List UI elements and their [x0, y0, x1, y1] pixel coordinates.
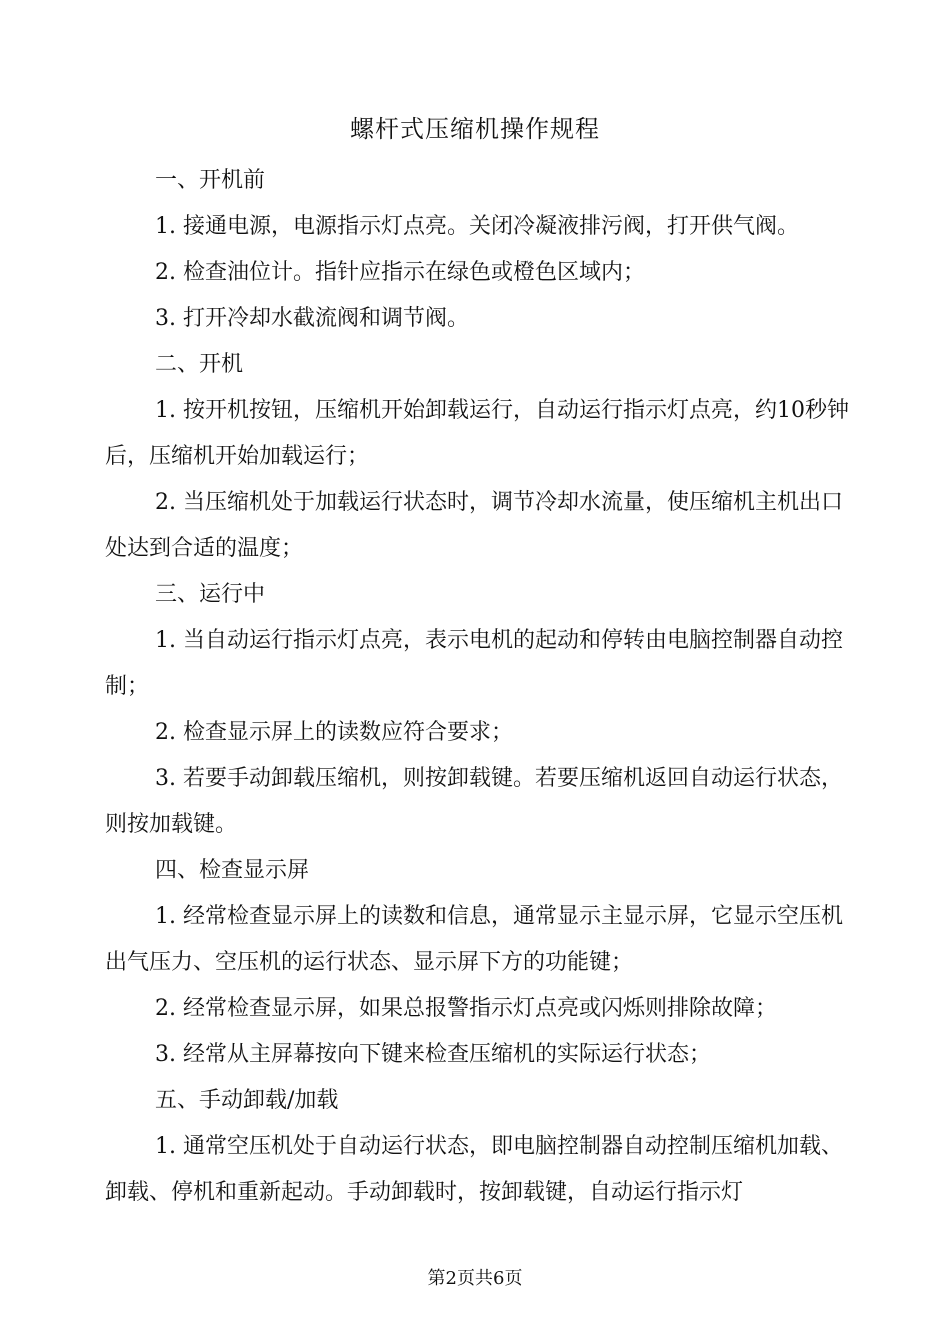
- page-number: 第2页共6页: [427, 1268, 523, 1289]
- section-heading-1: 一、开机前: [155, 168, 266, 193]
- section-heading-5: 五、手动卸载/加载: [155, 1088, 339, 1113]
- paragraph-4-1: 1. 经常检查显示屏上的读数和信息，通常显示主显示屏，它显示空压机出气压力、空压机的运行状态、显示屏下方的功能键；: [105, 904, 843, 975]
- document-body: [105, 158, 855, 1216]
- document-title: 螺杆式压缩机操作规程: [350, 115, 600, 143]
- section-heading-2: 二、开机: [155, 352, 244, 377]
- paragraph-2-2: 2. 当压缩机处于加载运行状态时，调节冷却水流量，使压缩机主机出口处达到合适的温度；: [105, 490, 843, 561]
- paragraph-1-1: 1. 接通电源，电源指示灯点亮。关闭冷凝液排污阀，打开供气阀。: [155, 214, 799, 239]
- paragraph-2-1: 1. 按开机按钮，压缩机开始卸载运行，自动运行指示灯点亮，约10秒钟后，压缩机开始加载运行；: [105, 398, 849, 469]
- paragraph-3-3: 3. 若要手动卸载压缩机，则按卸载键。若要压缩机返回自动运行状态，则按加载键。: [105, 766, 843, 837]
- paragraph-3-2: 2. 检查显示屏上的读数应符合要求；: [155, 720, 513, 745]
- paragraph-4-2: 2. 经常检查显示屏，如果总报警指示灯点亮或闪烁则排除故障；: [155, 996, 777, 1021]
- paragraph-1-2: 2. 检查油位计。指针应指示在绿色或橙色区域内；: [155, 260, 645, 285]
- paragraph-1-3: 3. 打开冷却水截流阀和调节阀。: [155, 306, 469, 331]
- paragraph-5-1: 1. 通常空压机处于自动运行状态，即电脑控制器自动控制压缩机加载、卸载、停机和重新起动。手动卸载时，按卸载键，自动运行指示灯: [105, 1134, 843, 1205]
- paragraph-4-3: 3. 经常从主屏幕按向下键来检查压缩机的实际运行状态；: [155, 1042, 711, 1067]
- section-heading-4: 四、检查显示屏: [155, 858, 310, 883]
- paragraph-3-1: 1. 当自动运行指示灯点亮，表示电机的起动和停转由电脑控制器自动控制；: [105, 628, 843, 699]
- section-heading-3: 三、运行中: [155, 582, 266, 607]
